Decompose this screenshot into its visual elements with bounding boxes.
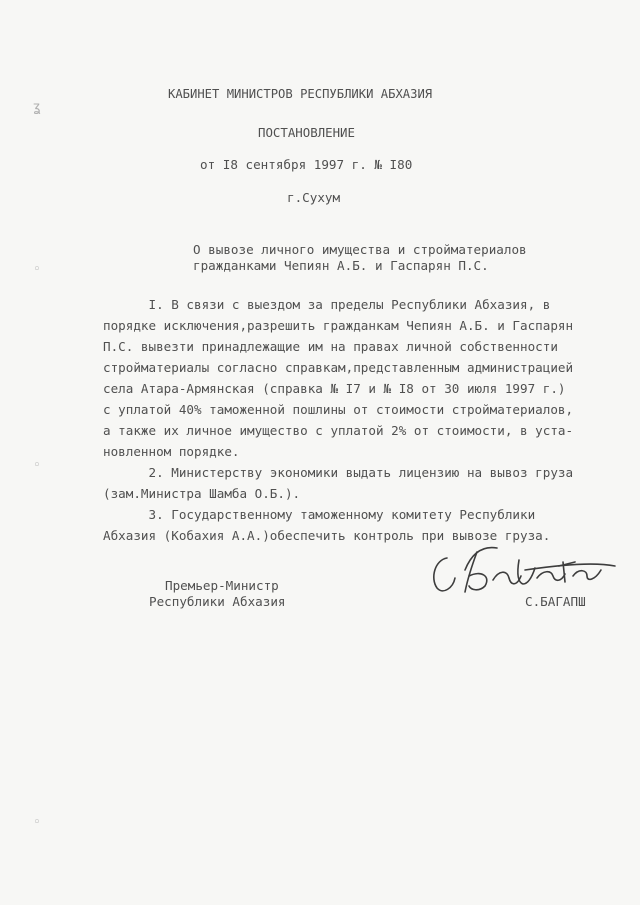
document-type: ПОСТАНОВЛЕНИЕ bbox=[258, 125, 355, 140]
body-line: 3. Государственному таможенному комитету Республики bbox=[103, 507, 536, 522]
body-line: стройматериалы согласно справкам,представленным администрацией bbox=[103, 360, 574, 375]
city: г.Сухум bbox=[287, 190, 341, 205]
body-line: порядке исключения,разрешить гражданкам Чепиян А.Б. и Гаспарян bbox=[103, 318, 574, 333]
body-line: Абхазия (Кобахия А.А.)обеспечить контроль при вывозе груза. bbox=[103, 528, 551, 543]
date-and-number: от I8 сентября 1997 г. № I80 bbox=[200, 157, 413, 172]
body-line: П.С. вывезти принадлежащие им на правах личной собственности bbox=[103, 339, 558, 354]
body-line: I. В связи с выездом за пределы Республики Абхазия, в bbox=[103, 297, 551, 312]
punch-hole-mark: ◦ bbox=[33, 458, 41, 473]
signatory-position: Премьер-Министр bbox=[165, 578, 279, 593]
organization-name: КАБИНЕТ МИНИСТРОВ РЕСПУБЛИКИ АБХАЗИЯ bbox=[168, 87, 433, 101]
subject-line: гражданками Чепиян А.Б. и Гаспарян П.С. bbox=[193, 258, 489, 273]
body-line: (зам.Министра Шамба О.Б.). bbox=[103, 486, 301, 501]
body-line: а также их личное имущество с уплатой 2% от стоимости, в уста- bbox=[103, 423, 574, 438]
handwritten-signature bbox=[425, 540, 620, 600]
body-line: села Атара-Армянская (справка № I7 и № I8 от 30 июля 1997 г.) bbox=[103, 381, 566, 396]
body-line: новленном порядке. bbox=[103, 444, 240, 459]
punch-hole-mark: ◦ bbox=[33, 262, 41, 277]
signatory-position: Республики Абхазия bbox=[149, 594, 286, 609]
signatory-name: С.БАГАПШ bbox=[525, 594, 586, 609]
punch-hole-mark: ʓ bbox=[33, 100, 41, 115]
body-line: с уплатой 40% таможенной пошлины от стоимости стройматериалов, bbox=[103, 402, 574, 417]
punch-hole-mark: ◦ bbox=[33, 815, 41, 830]
body-line: 2. Министерству экономики выдать лицензию на вывоз груза bbox=[103, 465, 574, 480]
subject-line: О вывозе личного имущества и стройматериалов bbox=[193, 242, 527, 257]
